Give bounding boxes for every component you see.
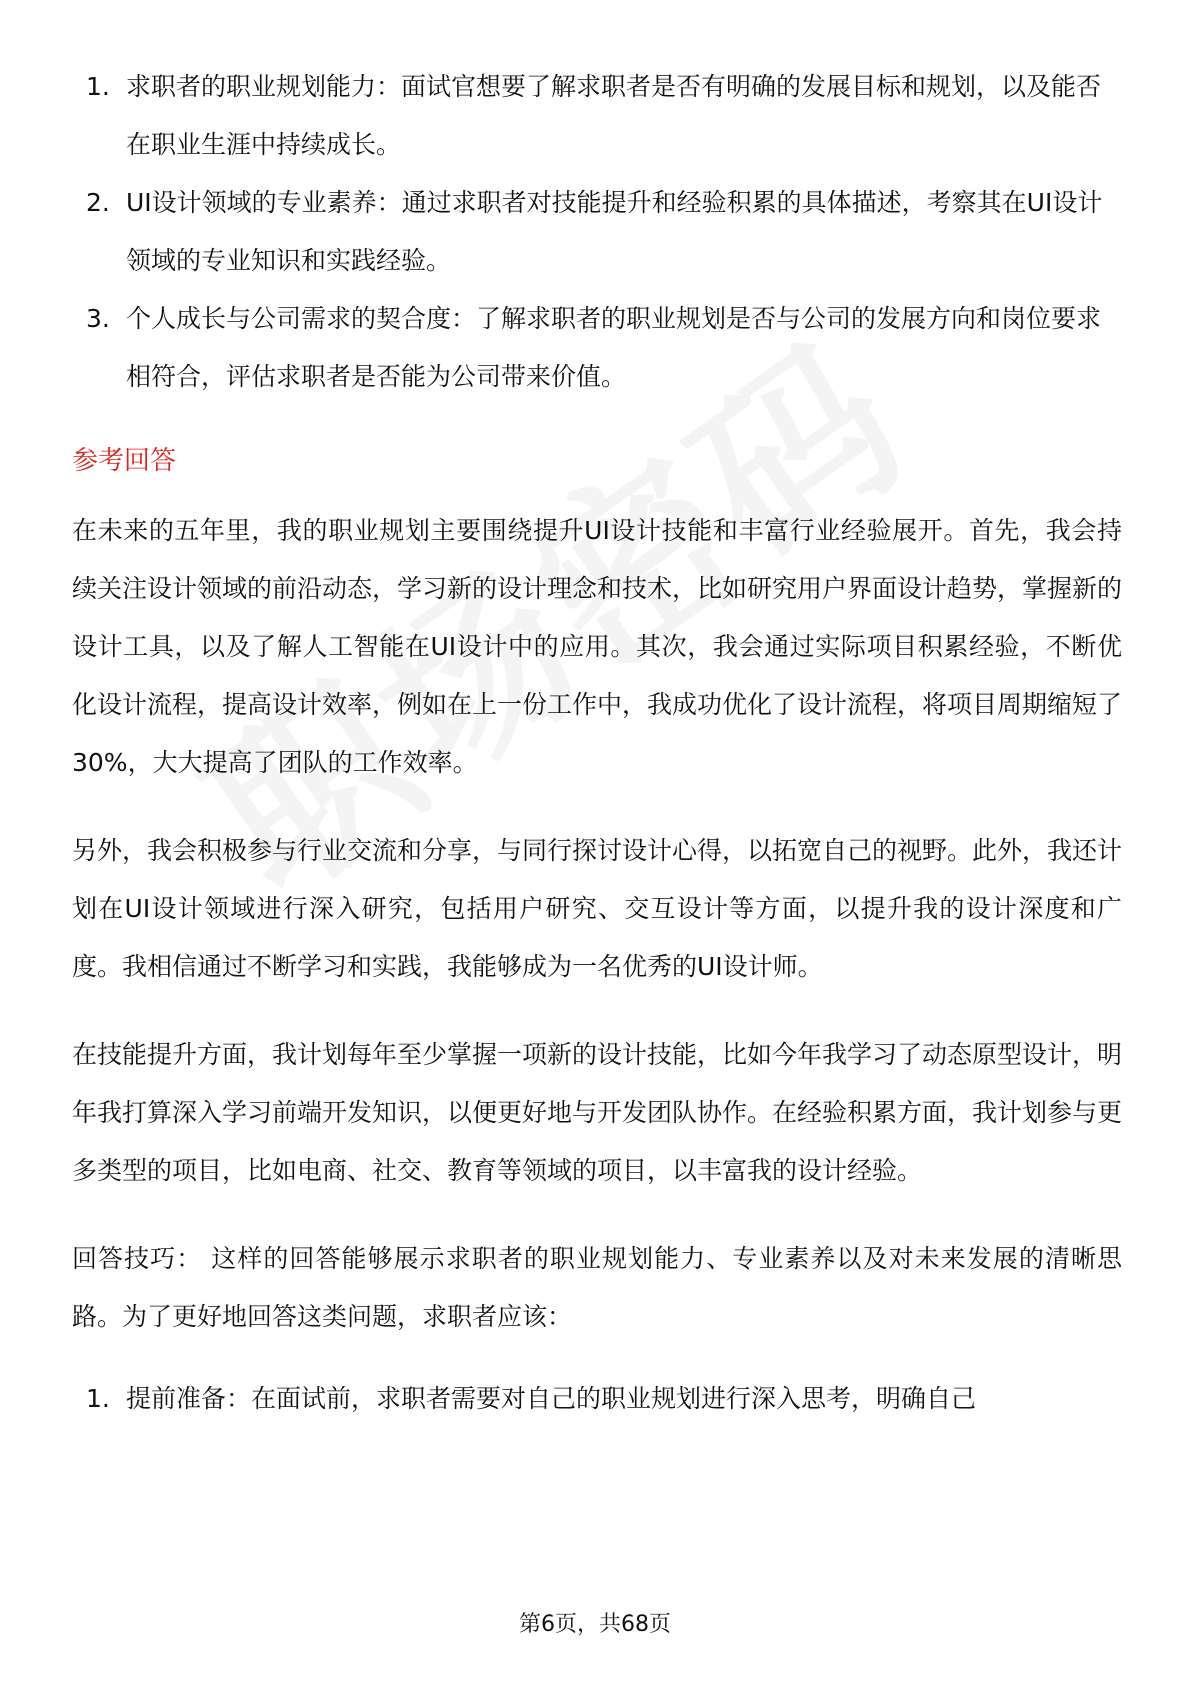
- list-item-text: 求职者的职业规划能力：面试官想要了解求职者是否有明确的发展目标和规划，以及能否在职业生涯中持续成长。: [126, 72, 1102, 159]
- tips-list: [72, 1370, 1122, 1428]
- criteria-list: [72, 58, 1122, 406]
- list-item-text: 提前准备：在面试前，求职者需要对自己的职业规划进行深入思考，明确自己: [126, 1384, 977, 1413]
- answer-paragraph: 在技能提升方面，我计划每年至少掌握一项新的设计技能，比如今年我学习了动态原型设计，明年我打算深入学习前端开发知识，以便更好地与开发团队协作。在经验积累方面，我计划参与更多类型的项目，比如电商、社交、教育等领域的项目，以丰富我的设计经验。: [72, 1040, 1123, 1185]
- answer-paragraph: 在未来的五年里，我的职业规划主要围绕提升UI设计技能和丰富行业经验展开。首先，我会持续关注设计领域的前沿动态，学习新的设计理念和技术，比如研究用户界面设计趋势，掌握新的设计工具，以及了解人工智能在UI设计中的应用。其次，我会通过实际项目积累经验，不断优化设计流程，提高设计效率，例如在上一份工作中，我成功优化了设计流程，将项目周期缩短了30%，大大提高了团队的工作效率。: [72, 516, 1123, 777]
- answer-paragraph: 另外，我会积极参与行业交流和分享，与同行探讨设计心得，以拓宽自己的视野。此外，我还计划在UI设计领域进行深入研究，包括用户研究、交互设计等方面，以提升我的设计深度和广度。我相信通过不断学习和实践，我能够成为一名优秀的UI设计师。: [72, 836, 1123, 981]
- list-item-text: 个人成长与公司需求的契合度：了解求职者的职业规划是否与公司的发展方向和岗位要求相符合，评估求职者是否能为公司带来价值。: [126, 304, 1102, 391]
- list-item: [72, 58, 1122, 174]
- list-number: 3.: [86, 304, 110, 333]
- list-item: [72, 174, 1122, 290]
- list-item: [72, 290, 1122, 406]
- list-number: 1.: [86, 1384, 110, 1413]
- list-number: 2.: [86, 188, 110, 217]
- page-content: [72, 58, 1122, 1428]
- list-item: [72, 1370, 1122, 1428]
- page-footer: 第6页，共68页: [519, 1612, 671, 1637]
- list-number: 1.: [86, 72, 110, 101]
- section-title: 参考回答: [72, 446, 177, 476]
- tips-paragraph: 回答技巧： 这样的回答能够展示求职者的职业规划能力、专业素养以及对未来发展的清晰思路。为了更好地回答这类问题，求职者应该：: [72, 1244, 1122, 1331]
- list-item-text: UI设计领域的专业素养：通过求职者对技能提升和经验积累的具体描述，考察其在UI设计领域的专业知识和实践经验。: [126, 188, 1103, 275]
